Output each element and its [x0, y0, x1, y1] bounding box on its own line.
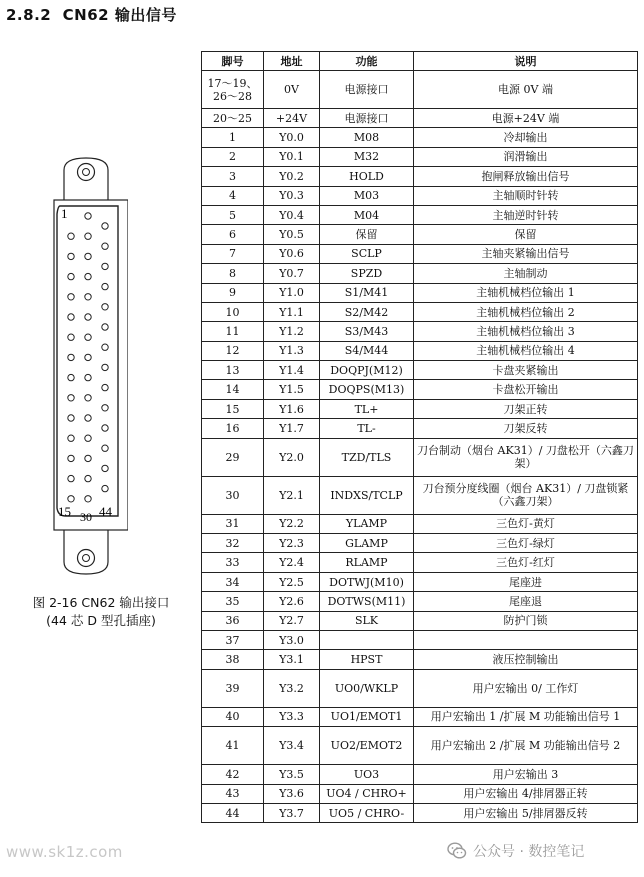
pin-hole	[102, 364, 108, 370]
pin-hole	[68, 455, 74, 461]
pin-label-30: 30	[80, 510, 92, 524]
pin-hole	[68, 273, 74, 279]
cell-pin: 33	[202, 553, 264, 572]
cell-function: S1/M41	[320, 283, 414, 302]
cell-pin: 7	[202, 244, 264, 263]
cell-pin: 31	[202, 514, 264, 533]
cell-address: Y2.6	[264, 592, 320, 611]
cell-address: Y3.5	[264, 765, 320, 784]
cell-description: 用户宏输出 1 /扩展 M 功能输出信号 1	[414, 707, 638, 726]
cell-pin: 14	[202, 380, 264, 399]
table-row	[202, 727, 638, 765]
table-row	[202, 361, 638, 380]
cell-description: 卡盘夹紧输出	[414, 361, 638, 380]
cell-pin: 10	[202, 302, 264, 321]
table-row	[202, 438, 638, 476]
cell-function: UO0/WKLP	[320, 669, 414, 707]
table-row	[202, 707, 638, 726]
cell-function: DOTWJ(M10)	[320, 572, 414, 591]
pin-hole	[102, 263, 108, 269]
table-row	[202, 476, 638, 514]
pin-hole	[68, 253, 74, 259]
table-row	[202, 302, 638, 321]
cell-pin: 12	[202, 341, 264, 360]
cell-function: HPST	[320, 650, 414, 669]
table-row	[202, 611, 638, 630]
cell-pin: 6	[202, 225, 264, 244]
table-row	[202, 244, 638, 263]
cell-function: TL-	[320, 419, 414, 438]
cell-address: Y1.5	[264, 380, 320, 399]
table-row	[202, 341, 638, 360]
cell-pin: 36	[202, 611, 264, 630]
pin-hole	[85, 475, 91, 481]
pin-hole	[102, 243, 108, 249]
cell-function: TZD/TLS	[320, 438, 414, 476]
cell-pin: 44	[202, 803, 264, 822]
pin-hole	[102, 405, 108, 411]
cell-address: Y3.1	[264, 650, 320, 669]
pin-hole	[102, 344, 108, 350]
pin-hole	[68, 415, 74, 421]
cell-description: 刀架正转	[414, 399, 638, 418]
cell-pin: 9	[202, 283, 264, 302]
cell-function: S2/M42	[320, 302, 414, 321]
figure-caption	[6, 594, 196, 630]
cell-function: UO3	[320, 765, 414, 784]
cell-address: +24V	[264, 109, 320, 128]
cell-description: 主轴制动	[414, 264, 638, 283]
table-row	[202, 380, 638, 399]
cell-function: S4/M44	[320, 341, 414, 360]
cell-function: 电源接口	[320, 71, 414, 109]
cell-pin: 16	[202, 419, 264, 438]
cell-address: Y1.4	[264, 361, 320, 380]
cell-address: Y3.4	[264, 727, 320, 765]
cell-address: Y0.0	[264, 128, 320, 147]
cell-pin: 38	[202, 650, 264, 669]
table-row	[202, 225, 638, 244]
pin-label-15: 15	[58, 504, 71, 519]
cell-function: M32	[320, 147, 414, 166]
header-description: 说明	[414, 52, 638, 71]
cell-address: Y1.1	[264, 302, 320, 321]
pin-hole	[68, 314, 74, 320]
cell-function: UO5 / CHRO-	[320, 803, 414, 822]
site-watermark: www.sk1z.com	[6, 843, 123, 861]
pin-hole	[102, 384, 108, 390]
pin-hole	[102, 324, 108, 330]
cell-pin: 41	[202, 727, 264, 765]
pin-hole	[85, 253, 91, 259]
cell-address: Y1.2	[264, 322, 320, 341]
cell-function: DOTWS(M11)	[320, 592, 414, 611]
cell-description: 防护门锁	[414, 611, 638, 630]
cell-description: 刀台制动（烟台 AK31）/ 刀盘松开（六鑫刀架）	[414, 438, 638, 476]
section-heading	[6, 4, 177, 25]
pin-hole	[102, 223, 108, 229]
pin-hole	[68, 435, 74, 441]
figure-caption-subtitle: (44 芯 D 型孔插座)	[46, 613, 156, 628]
cell-function: 保留	[320, 225, 414, 244]
wechat-icon	[447, 841, 467, 861]
cell-address: Y1.7	[264, 419, 320, 438]
cell-function: RLAMP	[320, 553, 414, 572]
table-row	[202, 534, 638, 553]
pin-hole	[85, 415, 91, 421]
table-row	[202, 186, 638, 205]
table-row	[202, 650, 638, 669]
cell-address: Y2.4	[264, 553, 320, 572]
table-row	[202, 283, 638, 302]
cell-description: 三色灯-绿灯	[414, 534, 638, 553]
cell-address: Y3.2	[264, 669, 320, 707]
cell-description	[414, 630, 638, 649]
cell-address: Y1.0	[264, 283, 320, 302]
table-row	[202, 553, 638, 572]
cell-pin: 20～25	[202, 109, 264, 128]
cell-description: 抱闸释放输出信号	[414, 167, 638, 186]
section-number: 2.8.2	[6, 6, 52, 24]
cell-address: Y2.5	[264, 572, 320, 591]
cell-description: 液压控制输出	[414, 650, 638, 669]
account-name: 公众号 · 数控笔记	[473, 844, 585, 860]
cell-description: 用户宏输出 3	[414, 765, 638, 784]
cell-pin: 37	[202, 630, 264, 649]
pin-hole	[85, 334, 91, 340]
cell-pin: 4	[202, 186, 264, 205]
table-row	[202, 419, 638, 438]
cell-function: SPZD	[320, 264, 414, 283]
signal-table-body	[202, 71, 638, 823]
table-row	[202, 322, 638, 341]
cell-address: Y2.1	[264, 476, 320, 514]
cell-function: S3/M43	[320, 322, 414, 341]
cell-description: 主轴逆时针转	[414, 205, 638, 224]
header-pin: 脚号	[202, 52, 264, 71]
pin-hole	[102, 445, 108, 451]
cell-function: 电源接口	[320, 109, 414, 128]
pin-hole	[85, 233, 91, 239]
pin-hole	[85, 496, 91, 502]
cell-address: Y2.3	[264, 534, 320, 553]
cell-function: SLK	[320, 611, 414, 630]
cell-description: 主轴机械档位输出 3	[414, 322, 638, 341]
header-address: 地址	[264, 52, 320, 71]
cell-address: Y0.6	[264, 244, 320, 263]
table-row	[202, 167, 638, 186]
pin-hole	[102, 425, 108, 431]
pin-label-1: 1	[61, 206, 68, 221]
pin-hole	[85, 213, 91, 219]
pin-hole	[68, 294, 74, 300]
cell-description: 三色灯-红灯	[414, 553, 638, 572]
cell-description: 卡盘松开输出	[414, 380, 638, 399]
cell-pin: 1	[202, 128, 264, 147]
cell-address: Y3.7	[264, 803, 320, 822]
pin-hole	[85, 354, 91, 360]
connector-bottom-screw-hole	[78, 550, 95, 567]
pin-hole	[102, 304, 108, 310]
cell-pin: 35	[202, 592, 264, 611]
cell-address: Y2.0	[264, 438, 320, 476]
cell-description: 尾座退	[414, 592, 638, 611]
cell-address: Y1.6	[264, 399, 320, 418]
cell-address: Y0.3	[264, 186, 320, 205]
cell-description: 用户宏输出 5/排屑器反转	[414, 803, 638, 822]
cell-pin: 32	[202, 534, 264, 553]
cell-description: 保留	[414, 225, 638, 244]
cell-description: 主轴顺时针转	[414, 186, 638, 205]
pin-hole	[68, 395, 74, 401]
cell-address: Y2.7	[264, 611, 320, 630]
table-row	[202, 399, 638, 418]
pin-hole	[102, 465, 108, 471]
cell-function: UO2/EMOT2	[320, 727, 414, 765]
pin-hole	[102, 485, 108, 491]
pin-hole	[85, 395, 91, 401]
pin-hole	[85, 314, 91, 320]
pin-hole	[85, 374, 91, 380]
cell-description: 润滑输出	[414, 147, 638, 166]
account-watermark	[447, 841, 584, 861]
cell-address: Y0.4	[264, 205, 320, 224]
cell-function: HOLD	[320, 167, 414, 186]
cell-address: Y1.3	[264, 341, 320, 360]
table-row	[202, 71, 638, 109]
cell-pin: 15	[202, 399, 264, 418]
cell-description: 刀台预分度线圈（烟台 AK31）/ 刀盘锁紧（六鑫刀架）	[414, 476, 638, 514]
cell-description: 冷却输出	[414, 128, 638, 147]
cell-description: 主轴机械档位输出 1	[414, 283, 638, 302]
cell-description: 主轴机械档位输出 2	[414, 302, 638, 321]
pin-hole	[68, 354, 74, 360]
cell-function: DOQPJ(M12)	[320, 361, 414, 380]
table-row	[202, 765, 638, 784]
table-row	[202, 803, 638, 822]
table-row	[202, 264, 638, 283]
cell-function: DOQPS(M13)	[320, 380, 414, 399]
cell-function: M03	[320, 186, 414, 205]
cell-pin: 11	[202, 322, 264, 341]
table-row	[202, 630, 638, 649]
cell-pin: 29	[202, 438, 264, 476]
cell-function: UO4 / CHRO+	[320, 784, 414, 803]
cell-address: Y3.3	[264, 707, 320, 726]
cell-function: SCLP	[320, 244, 414, 263]
cell-address: Y2.2	[264, 514, 320, 533]
cell-pin: 30	[202, 476, 264, 514]
pin-hole	[68, 374, 74, 380]
cell-description: 三色灯-黄灯	[414, 514, 638, 533]
cell-pin: 2	[202, 147, 264, 166]
cell-pin: 17～19、26～28	[202, 71, 264, 109]
signal-table	[201, 51, 638, 823]
cell-function: UO1/EMOT1	[320, 707, 414, 726]
section-title: CN62 输出信号	[62, 6, 177, 24]
cell-function: INDXS/TCLP	[320, 476, 414, 514]
cell-address: 0V	[264, 71, 320, 109]
cell-pin: 3	[202, 167, 264, 186]
table-row	[202, 592, 638, 611]
cell-description: 尾座进	[414, 572, 638, 591]
cell-pin: 34	[202, 572, 264, 591]
table-row	[202, 109, 638, 128]
cell-address: Y0.2	[264, 167, 320, 186]
cell-description: 刀架反转	[414, 419, 638, 438]
cell-pin: 39	[202, 669, 264, 707]
cell-function: GLAMP	[320, 534, 414, 553]
pin-hole	[68, 496, 74, 502]
cell-description: 用户宏输出 4/排屑器正转	[414, 784, 638, 803]
table-row	[202, 669, 638, 707]
cell-address: Y3.0	[264, 630, 320, 649]
cell-function: M04	[320, 205, 414, 224]
cell-pin: 40	[202, 707, 264, 726]
cell-function: M08	[320, 128, 414, 147]
pin-hole	[68, 334, 74, 340]
cell-pin: 42	[202, 765, 264, 784]
cell-function: TL+	[320, 399, 414, 418]
cell-pin: 5	[202, 205, 264, 224]
header-function: 功能	[320, 52, 414, 71]
table-header-row	[202, 52, 638, 71]
cell-description: 用户宏输出 0/ 工作灯	[414, 669, 638, 707]
cell-function	[320, 630, 414, 649]
cell-pin: 8	[202, 264, 264, 283]
cell-address: Y0.1	[264, 147, 320, 166]
cell-pin: 13	[202, 361, 264, 380]
cell-description: 电源+24V 端	[414, 109, 638, 128]
pin-hole	[85, 455, 91, 461]
cell-address: Y3.6	[264, 784, 320, 803]
pin-hole	[85, 294, 91, 300]
table-row	[202, 572, 638, 591]
cell-address: Y0.5	[264, 225, 320, 244]
pin-hole	[85, 435, 91, 441]
cell-function: YLAMP	[320, 514, 414, 533]
cell-description: 主轴机械档位输出 4	[414, 341, 638, 360]
table-row	[202, 784, 638, 803]
pin-hole	[68, 233, 74, 239]
table-row	[202, 514, 638, 533]
pin-label-44: 44	[99, 504, 112, 519]
pin-hole	[102, 283, 108, 289]
cell-description: 电源 0V 端	[414, 71, 638, 109]
table-row	[202, 147, 638, 166]
pin-hole	[68, 475, 74, 481]
cell-description: 用户宏输出 2 /扩展 M 功能输出信号 2	[414, 727, 638, 765]
pin-hole	[85, 273, 91, 279]
table-row	[202, 205, 638, 224]
table-row	[202, 128, 638, 147]
cell-pin: 43	[202, 784, 264, 803]
cell-address: Y0.7	[264, 264, 320, 283]
cell-description: 主轴夹紧输出信号	[414, 244, 638, 263]
connector-top-screw-hole	[78, 164, 95, 181]
connector-diagram	[44, 156, 128, 576]
figure-caption-title: 图 2-16 CN62 输出接口	[32, 595, 170, 610]
